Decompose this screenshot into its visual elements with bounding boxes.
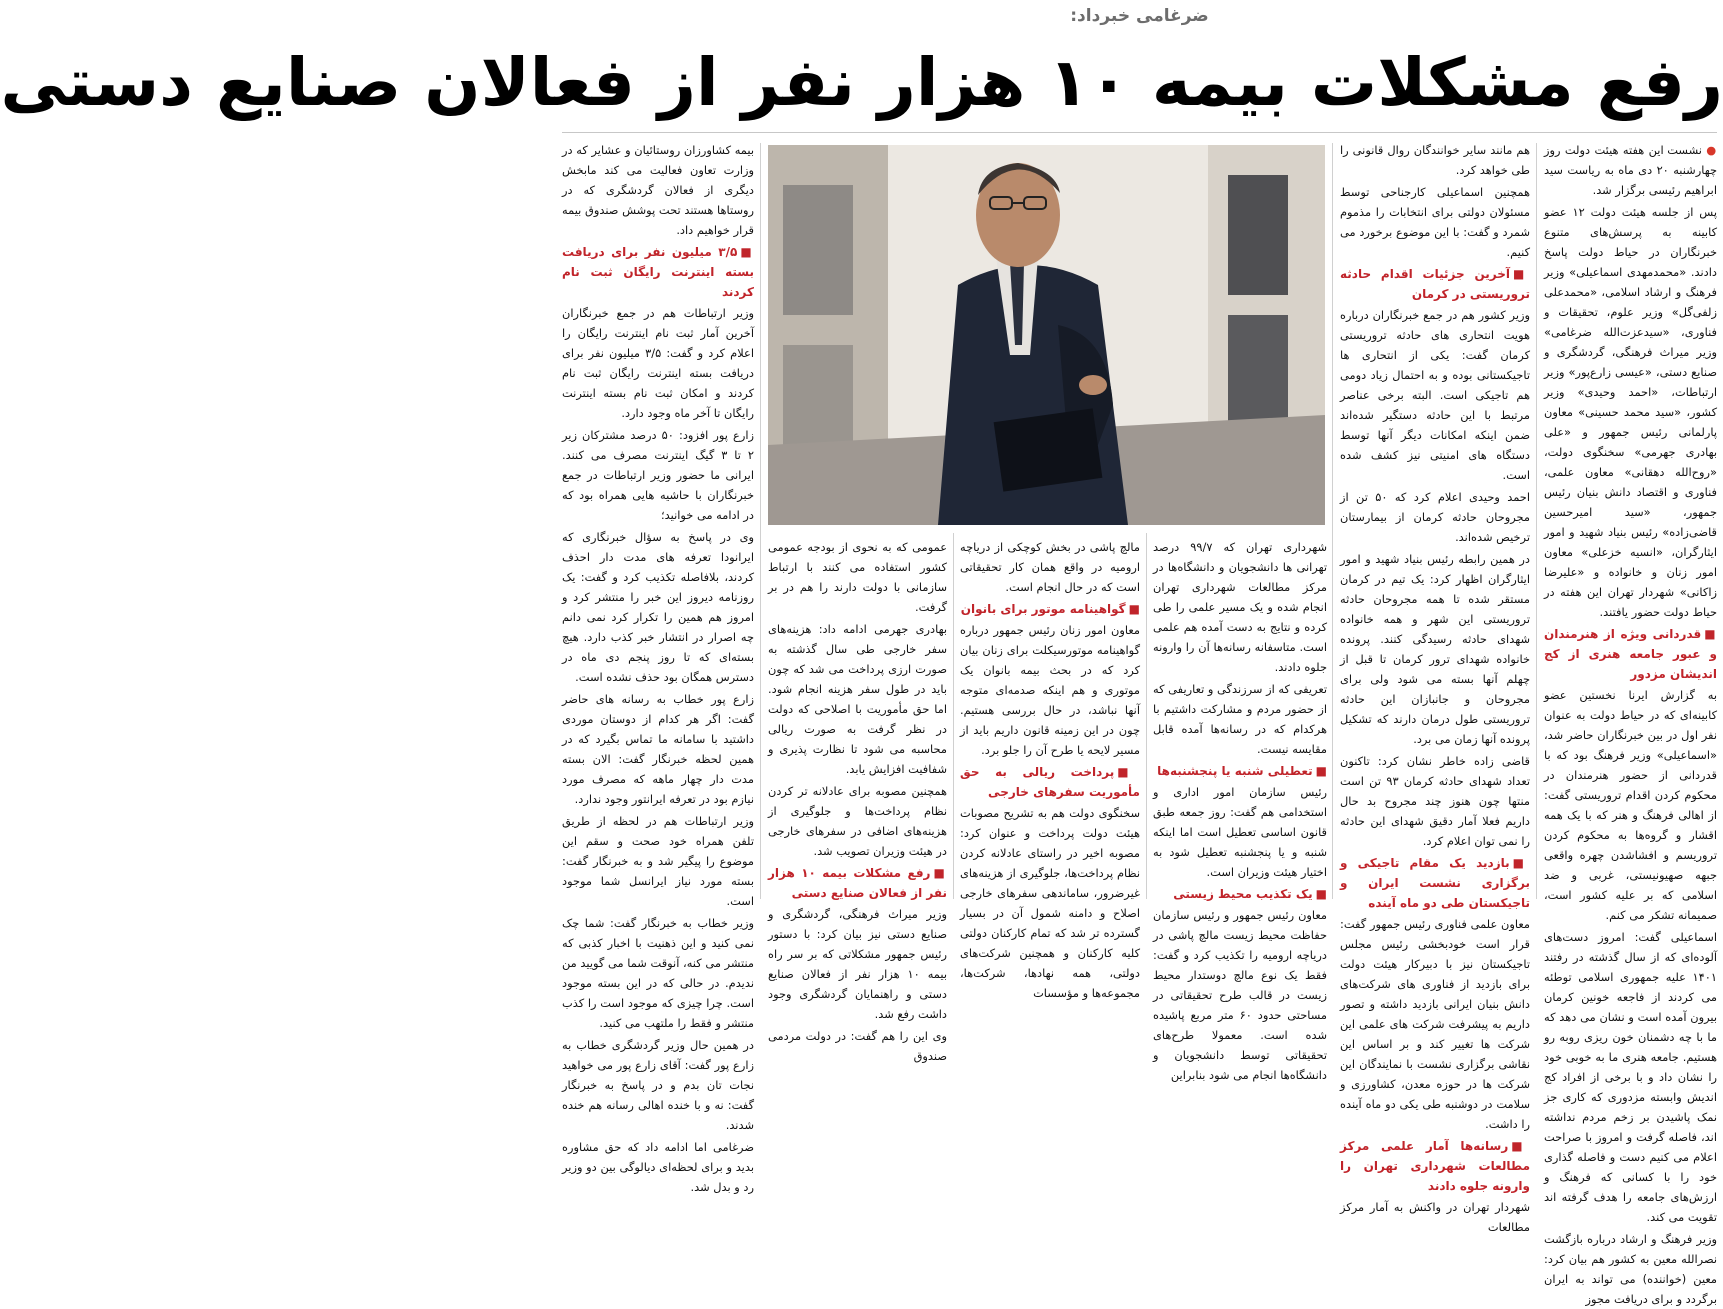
kicker: ضرغامی خبرداد: xyxy=(1070,6,1209,26)
paragraph: زارع پور خطاب به رسانه های حاضر گفت: اگر هر کدام از دوستان موردی داشتید با سامانه ما تماس بگیرد که در همین لحظه خبرنگار گفت: الان بسته مدت دار چهار ماهه که مصرف مورد نیازم بود در تعرفه ایرانتور وجود ندارد. xyxy=(562,692,754,806)
paragraph: پس از جلسه هیئت دولت ۱۲ عضو کابینه به پرسش‌های متنوع خبرنگاران در حیاط دولت پاسخ دادند. «محمدمهدی اسماعیلی» وزیر فرهنگ و ارشاد اسلامی، «محمدعلی زلفی‌گل» وزیر علوم، تحقیقات و فناوری، «سیدعزت‌الله ضرغامی» وزیر میراث فرهنگی، گردشگری و صنایع دستی، «عیسی زارع‌پور» وزیر ارتباطات، «احمد وحیدی» وزیر کشور، «سید محمد حسینی» معاون پارلمانی رئیس جمهور و «علی بهادری جهرمی» سخنگوی دولت، «روح‌الله دهقانی» معاون علمی، فناوری و اقتصاد دانش بنیان رئیس جمهور، «سید امیرحسین قاضی‌زاده» رئیس بنیاد شهید و امور ایثارگران، «انسیه خزعلی» معاون امور زنان و خانواده و «علیرضا زاکانی» شهردار تهران این هفته در حیاط دولت حضور یافتند. xyxy=(1544,205,1717,619)
paragraph: ضرغامی اما ادامه داد که حق مشاوره بدید و برای لحظه‌ای دیالوگی بین دو وزیر رد و بدل شد. xyxy=(562,1140,754,1194)
paragraph: وزیر خطاب به خبرنگار گفت: شما چک نمی کنید و این ذهنیت با اخبار کذبی که منتشر می کنه، آنوقت شما می گویید من ندیدم. در حالی که در این بسته موجود است. چرا چیزی که موجود است را کذب منتشر و فقط را ملتهب می کنید. xyxy=(562,916,754,1030)
article-column-1 xyxy=(1544,140,1718,1306)
paragraph: معاون علمی فناوری رئیس جمهور گفت: قرار است خودبخشی رئیس مجلس تاجیکستان نیز با دبیرکار هیئت دولت برای بازدید از فناوری های شرکت‌های دانش بنیان ایرانی بازدید داشته و تصور داریم به پیشرفت شرکت های علمی این شرکت ها تغییر کند و بر اساس این نقاشی برگزاری نشست با نمایندگان این شرکت ها در حوزه معدن، کشاورزی و سلامت در دوشنبه طی یکی دو ماه آینده را داشت. xyxy=(1340,917,1530,1131)
subheading: ■گواهینامه موتور برای بانوان xyxy=(960,602,1140,616)
paragraph: تعریفی که از سرزندگی و تعاریفی که از حضور مردم و مشارکت داشتیم با هرکدام که در رسانه‌ها آمده قابل مقایسه نیست. xyxy=(1153,682,1327,756)
headline-divider xyxy=(562,132,1717,133)
subheading: ■رسانه‌ها آمار علمی مرکز مطالعات شهرداری تهران را وارونه جلوه دادند xyxy=(1340,1139,1531,1193)
paragraph: همچنین اسماعیلی کارجناحی توسط مسئولان دولتی برای انتخابات را مذموم شمرد و گفت: با این موضوع برخورد می کنیم. xyxy=(1340,185,1530,259)
paragraph: وی در پاسخ به سؤال خبرنگاری که ایرانودا تعرفه های مدت دار احذف کردند، بلافاصله تکذیب کرد و گفت: یک روزنامه دیروز این خبر را منتشر کرد و امروز هم همین را تکرار کرد نمی دانم چه اصرار در انتشار خبر کذب دارد. هیچ بسته‌ای که تا روز پنجم دی ماه در دسترس همگان بود حذف نشده است. xyxy=(562,530,754,684)
subheading: ■رفع مشکلات بیمه ۱۰ هزار نفر از فعالان صنایع دستی xyxy=(768,866,948,900)
paragraph: هم مانند سایر خوانندگان روال قانونی را طی خواهد کرد. xyxy=(1340,143,1530,177)
paragraph: وزیر میراث فرهنگی، گردشگری و صنایع دستی نیز بیان کرد: با دستور رئیس جمهور مشکلاتی که بر سر راه بیمه ۱۰ هزار نفر از فعالان صنایع دستی و راهنمایان گردشگری وجود داشت رفع شد. xyxy=(768,907,948,1021)
paragraph: بهادری جهرمی ادامه داد: هزینه‌های سفر خارجی طی سال گذشته به صورت ارزی پرداخت می شد که چون باید در طول سفر هزینه انجام شود. اما حق مأموریت با اصلاحی که دولت در نظر گرفت به صورت ریالی محاسبه می شود تا نظارت پذیری و شفافیت افزایش یابد. xyxy=(768,622,947,776)
column-divider xyxy=(953,533,954,899)
paragraph: شهرداری تهران که ۹۹/۷ درصد تهرانی ها دانشجویان و دانشگاه‌ها در مرکز مطالعات شهرداری تهران انجام شده و یک مسیر علمی را طی کرده و نتایج به دست آمده هم علمی است. متاسفانه رسانه‌ها آن را وارونه جلوه دادند. xyxy=(1153,540,1327,674)
paragraph: معاون امور زنان رئیس جمهور درباره گواهینامه موتورسیکلت برای زنان بیان کرد که در بحث بیمه بانوان یک موتوری و هم اینکه صدمه‌ای متوجه آنها نباشد، در حال بررسی هستیم. چون در این زمینه قانون داریم باید از مسیر لایحه یا طرح آن را جلو برد. xyxy=(960,623,1140,757)
article-photo xyxy=(768,145,1325,525)
paragraph: اسماعیلی گفت: امروز دست‌های آلوده‌ای که از سال گذشته در رفتند ۱۴۰۱ علیه جمهوری اسلامی توطئه می کردند از فاجعه خونین کرمان بیرون آمده است و نشان می دهد که ما با چه دشمنان خون ریزی روبه رو هستیم. جامعه هنری ما به خوبی خود را نشان داد و با برخی از افراد کج اندیش وابسته مزدوری که کاری جز نمک پاشیدن بر زخم مردم نداشته اند، فاصله گرفت و امروز با صراحت اعلام می کنیم دست و فاصله گذاری خود را با کسانی که فرهنگ و ارزش‌های جامعه را هدف گرفته اند تقویت می کند. xyxy=(1544,930,1717,1224)
paragraph: مالچ پاشی در بخش کوچکی از دریاچه ارومیه در واقع همان کار تحقیقاتی است که در حال انجام است. xyxy=(960,540,1140,594)
article-column-6 xyxy=(562,140,754,1194)
man-in-suit-photo xyxy=(768,145,1325,525)
paragraph: بیمه کشاورزان روستائیان و عشایر که در وزارت تعاون فعالیت می کند مابخش دیگری از فعالان گردشگری که در روستاها هستند تحت پوشش صندوق بیمه قرار خواهیم داد. xyxy=(562,143,754,237)
paragraph: وزیر ارتباطات هم در لحظه از طریق تلفن همراه خود صحت و سقم این موضوع را پیگیر شد و به خبرنگار گفت: بسته مورد نیاز ایرانسل شما موجود است. xyxy=(562,814,754,908)
paragraph: شهردار تهران در واکنش به آمار مرکز مطالعات xyxy=(1340,1200,1530,1234)
paragraph: همچنین مصوبه برای عادلانه تر کردن نظام پرداخت‌ها و جلوگیری از هزینه‌های اضافی در سفرهای خارجی در هیئت وزیران تصویب شد. xyxy=(768,784,947,858)
paragraph: در همین حال وزیر گردشگری خطاب به زارع پور گفت: آقای زارع پور می خواهید نجات تان بدم و در پاسخ به خبرنگار گفت: نه و با خنده اهالی رسانه هم خنده شدند. xyxy=(562,1038,754,1132)
paragraph: به گزارش ایرنا نخستین عضو کابینه‌ای که در حیاط دولت به عنوان نفر اول در بین خبرنگاران حاضر شد، «اسماعیلی» وزیر فرهنگ بود که با قدردانی از حضور هنرمندان در محکوم کردن اقدام تروریستی گفت: از اهالی فرهنگ و هنر که با یک همه اقشار و گروه‌ها به محکوم کردن تروریسم و افشاشدن چهره واقعی جبهه صهیونیستی، غربی و ضد اسلامی که بر علیه کشور است، صمیمانه تشکر می کنم. xyxy=(1544,688,1717,922)
paragraph: رئیس سازمان امور اداری و استخدامی هم گفت: روز جمعه طبق قانون اساسی تعطیل است اما اینکه شنبه و یا پنجشنبه تعطیل شود به اختیار هیئت وزیران است. xyxy=(1153,785,1327,879)
subheading: ■بازدید یک مقام تاجیکی و برگزاری نشست ایران و تاجیکستان طی دو ماه آینده xyxy=(1340,856,1530,910)
article-column-2 xyxy=(1340,140,1531,1234)
bullet-icon: ● xyxy=(1706,143,1717,157)
column-divider xyxy=(760,143,761,899)
article-column-5 xyxy=(768,537,948,1063)
subheading: ■تعطیلی شنبه یا پنجشنبه‌ها xyxy=(1157,764,1327,778)
subheading: ■یک تکذیب محیط زیستی xyxy=(1173,887,1327,901)
column-divider xyxy=(1536,143,1537,899)
paragraph: در همین رابطه رئیس بنیاد شهید و امور ایثارگران اظهار کرد: یک تیم در کرمان مستقر شده تا همه مجروحان حادثه تروریستی این شهر و همه خانواده شهدای حادثه رسیدگی کنند. پرونده خانواده شهدای ترور کرمان تا قبل از چهلم آنها بسته می شود ولی برای مجروحان و جانبازان این حادثه تروریستی طول درمان دارند که تشکیل پرونده آنها زمان می برد. xyxy=(1340,552,1530,746)
headline: رفع مشکلات بیمه ۱۰ هزار نفر از فعالان صنایع دستی xyxy=(0,44,1723,121)
paragraph: وزیر فرهنگ و ارشاد درباره بازگشت نصرالله معین به کشور هم بیان کرد: معین (خواننده) می تواند به ایران برگردد و برای دریافت مجوز xyxy=(1544,1232,1717,1306)
paragraph: وزیر کشور هم در جمع خبرنگاران درباره هویت انتحاری های حادثه تروریستی کرمان گفت: یکی از انتحاری ها تاجیکستانی بوده و به احتمال زیاد دومی هم تاجیکی است. البته برخی عناصر مرتبط با این حادثه دستگیر شده‌اند ضمن اینکه امکانات دیگر آنها توسط دستگاه های امنیتی نیز کشف شده است. xyxy=(1340,308,1530,482)
article-column-4 xyxy=(960,537,1140,1000)
subheading: ■آخرین جزئیات اقدام حادثه تروریستی در کرمان xyxy=(1340,267,1530,301)
paragraph: وی این را هم گفت: در دولت مردمی صندوق xyxy=(768,1029,947,1063)
column-divider xyxy=(1146,533,1147,899)
article-column-3 xyxy=(1153,537,1327,1082)
paragraph: معاون رئیس جمهور و رئیس سازمان حفاظت محیط زیست مالچ پاشی در دریاچه ارومیه را تکذیب کرد و گفت: فقط یک نوع مالچ دوستدار محیط زیست در قالب طرح تحقیقاتی در مساحتی حدود ۶۰ متر مربع پاشیده شده است. معمولا طرح‌های تحقیقاتی توسط دانشجویان و دانشگاه‌ها انجام می شود بنابراین xyxy=(1153,908,1327,1082)
paragraph: قاضی زاده خاطر نشان کرد: تاکنون تعداد شهدای حادثه کرمان ۹۳ تن است منتها چون هنوز چند مجروح بد حال داریم فعلا آمار دقیق شهدای این حادثه را نمی توان اعلام کرد. xyxy=(1340,754,1530,848)
paragraph: ● نشست این هفته هیئت دولت روز چهارشنبه ۲۰ دی ماه به ریاست سید ابراهیم رئیسی برگزار شد. xyxy=(1544,143,1717,197)
paragraph: عمومی که به نحوی از بودجه عمومی کشور استفاده می کنند با ارتباط سازمانی با دولت دارند را هم در بر گرفت. xyxy=(768,540,947,614)
subheading: ■پرداخت ریالی به حق مأموریت سفرهای خارجی xyxy=(960,765,1140,799)
subheading: ■قدردانی ویژه از هنرمندان و عبور جامعه هنری از کج اندیشان مزدور xyxy=(1544,627,1718,681)
column-divider xyxy=(1332,143,1333,899)
subheading: ■۳/۵ میلیون نفر برای دریافت بسته اینترنت رایگان ثبت نام کردند xyxy=(562,245,754,299)
paragraph: سخنگوی دولت هم به تشریح مصوبات هیئت دولت پرداخت و عنوان کرد: مصوبه اخیر در راستای عادلانه کردن نظام پرداخت‌ها، جلوگیری از هزینه‌های غیرضرور، ساماندهی سفرهای خارجی اصلاح و دامنه شمول آن در بسیار گسترده تر شد که تمام کارکنان دولتی کلیه کارکنان و همچنین شرکت‌های دولتی، همه نهادها، شرکت‌ها، مجموعه‌ها و مؤسسات xyxy=(960,806,1140,1000)
paragraph: احمد وحیدی اعلام کرد که ۵۰ تن از مجروحان حادثه کرمان از بیمارستان ترخیص شده‌اند. xyxy=(1340,490,1530,544)
paragraph: زارع پور افزود: ۵۰ درصد مشترکان زیر ۲ تا ۳ گیگ اینترنت مصرف می کنند. ایرانی ما حضور وزیر ارتباطات در جمع خبرنگاران با حاشیه هایی همراه بود که در ادامه می خوانید؛ xyxy=(562,428,754,522)
paragraph: وزیر ارتباطات هم در جمع خبرنگاران آخرین آمار ثبت نام اینترنت رایگان را اعلام کرد و گفت: ۳/۵ میلیون نفر برای دریافت بسته اینترنت رایگان ثبت نام کردند و امکان ثبت نام بسته اینترنت رایگان تا آخر ماه وجود دارد. xyxy=(562,306,754,420)
